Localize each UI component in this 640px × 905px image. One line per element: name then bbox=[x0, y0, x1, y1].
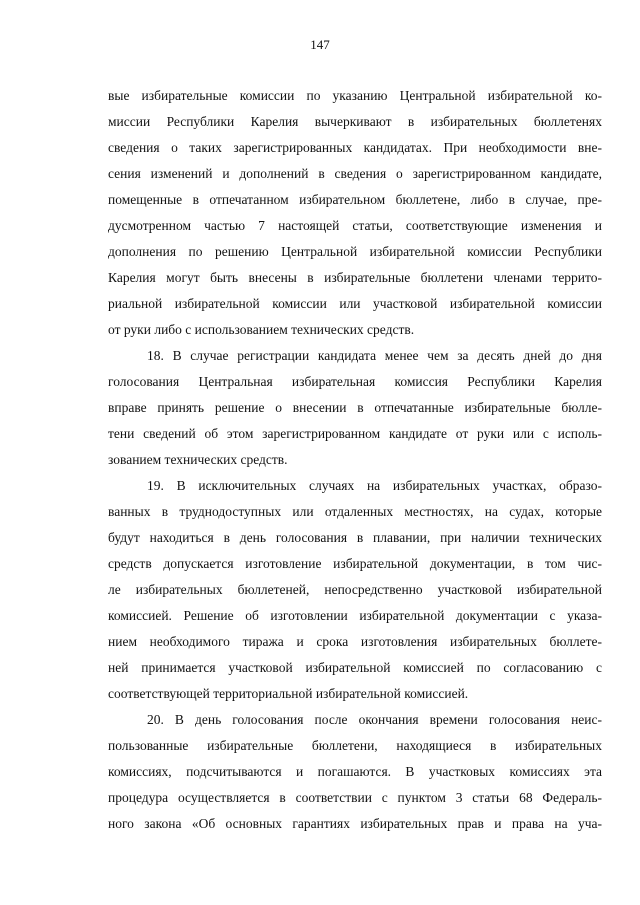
text-line: вые избирательные комиссии по указанию Центральной избирательной ко- bbox=[108, 88, 602, 103]
text-line: средств допускается изготовление избирательной документации, в том чис- bbox=[108, 556, 602, 571]
paragraph-18-start: 18. В случае регистрации кандидата менее чем за десять дней до дня bbox=[147, 348, 602, 363]
text-line: дусмотренном частью 7 настоящей статьи, соответствующие изменения и bbox=[108, 218, 602, 233]
text-line: помещенные в отпечатанном избирательном бюллетене, либо в случае, пре- bbox=[108, 192, 602, 207]
text-line: ле избирательных бюллетеней, непосредственно участковой избирательной bbox=[108, 582, 602, 597]
paragraph-19-start: 19. В исключительных случаях на избирательных участках, образо- bbox=[147, 478, 602, 493]
text-line: вправе принять решение о внесении в отпечатанные избирательные бюлле- bbox=[108, 400, 602, 415]
text-line: комиссией. Решение об изготовлении избирательной документации с указа- bbox=[108, 608, 602, 623]
page-number: 147 bbox=[310, 37, 330, 52]
text-line: риальной избирательной комиссии или участковой избирательной комиссии bbox=[108, 296, 602, 311]
text-line: нием необходимого тиража и срока изготовления избирательных бюллете- bbox=[108, 634, 602, 649]
text-line: ней принимается участковой избирательной комиссией по согласованию с bbox=[108, 660, 602, 675]
text-line: ванных в труднодоступных или отдаленных местностях, на судах, которые bbox=[108, 504, 602, 519]
text-line: комиссиях, подсчитываются и погашаются. В участковых комиссиях эта bbox=[108, 764, 602, 779]
body-text bbox=[108, 83, 602, 837]
text-line: голосования Центральная избирательная комиссия Республики Карелия bbox=[108, 374, 602, 389]
text-line: сведения о таких зарегистрированных кандидатах. При необходимости вне- bbox=[108, 140, 602, 155]
text-line: зованием технических средств. bbox=[108, 452, 288, 467]
text-line: соответствующей территориальной избирательной комиссией. bbox=[108, 686, 469, 701]
text-line: ного закона «Об основных гарантиях избирательных прав и права на уча- bbox=[108, 816, 602, 831]
text-line: дополнения по решению Центральной избирательной комиссии Республики bbox=[108, 244, 602, 259]
text-line: сения изменений и дополнений в сведения о зарегистрированном кандидате, bbox=[108, 166, 602, 181]
text-line: процедура осуществляется в соответствии с пунктом 3 статьи 68 Федераль- bbox=[108, 790, 602, 805]
text-line: от руки либо с использованием технических средств. bbox=[108, 322, 415, 337]
text-line: пользованные избирательные бюллетени, находящиеся в избирательных bbox=[108, 738, 602, 753]
text-line: миссии Республики Карелия вычеркивают в избирательных бюллетенях bbox=[108, 114, 602, 129]
text-line: Карелия могут быть внесены в избирательные бюллетени членами террито- bbox=[108, 270, 602, 285]
text-line: тени сведений об этом зарегистрированном кандидате от руки или с исполь- bbox=[108, 426, 602, 441]
text-line: будут находиться в день голосования в плавании, при наличии технических bbox=[108, 530, 602, 545]
paragraph-20-start: 20. В день голосования после окончания времени голосования неис- bbox=[147, 712, 602, 727]
